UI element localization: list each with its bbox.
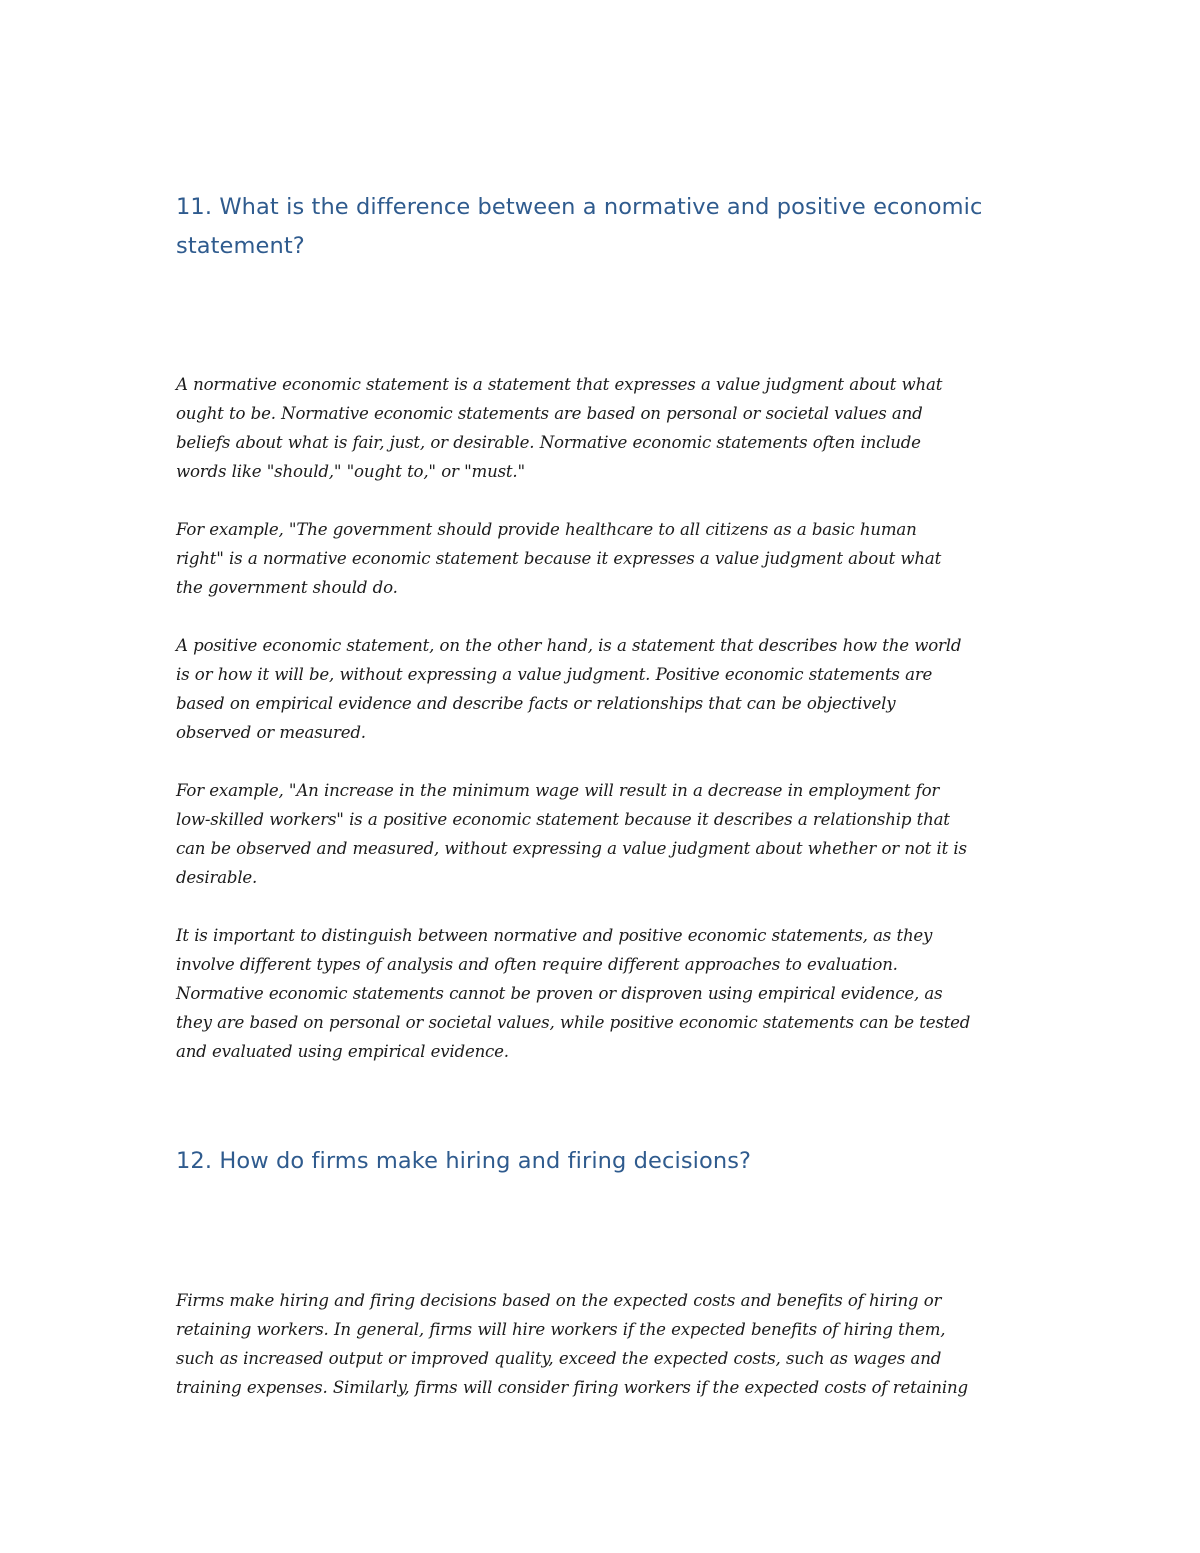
text-line: words like "should," "ought to," or "must." [176, 462, 525, 481]
text-line: such as increased output or improved quality, exceed the expected costs, such as wages and [176, 1349, 942, 1368]
text-line: It is important to distinguish between normative and positive economic statements, as they [176, 926, 933, 945]
text-line: For example, "The government should provide healthcare to all citizens as a basic human [176, 520, 917, 539]
text-line: retaining workers. In general, firms will hire workers if the expected benefits of hiring them, [176, 1320, 946, 1339]
text-line: desirable. [176, 868, 258, 887]
paragraph-importance [176, 921, 1036, 1066]
text-line: ought to be. Normative economic statements are based on personal or societal values and [176, 404, 923, 423]
text-line: Normative economic statements cannot be proven or disproven using empirical evidence, as [176, 984, 943, 1003]
text-line: beliefs about what is fair, just, or desirable. Normative economic statements often include [176, 433, 921, 452]
paragraph-positive-example [176, 776, 1036, 892]
paragraph-hiring-firing [176, 1286, 1036, 1402]
text-line: Firms make hiring and firing decisions based on the expected costs and benefits of hiring or [176, 1291, 942, 1310]
text-line: based on empirical evidence and describe facts or relationships that can be objectively [176, 694, 896, 713]
text-line: can be observed and measured, without expressing a value judgment about whether or not it is [176, 839, 967, 858]
text-line: and evaluated using empirical evidence. [176, 1042, 509, 1061]
text-line: A normative economic statement is a statement that expresses a value judgment about what [176, 375, 943, 394]
text-line: the government should do. [176, 578, 398, 597]
paragraph-normative-example [176, 515, 1036, 602]
section-11-heading [176, 188, 1036, 266]
text-line: For example, "An increase in the minimum wage will result in a decrease in employment for [176, 781, 940, 800]
paragraph-positive-definition [176, 631, 1036, 747]
text-line: is or how it will be, without expressing a value judgment. Positive economic statements are [176, 665, 933, 684]
text-line: observed or measured. [176, 723, 366, 742]
paragraph-normative-definition [176, 370, 1036, 486]
text-line: A positive economic statement, on the other hand, is a statement that describes how the world [176, 636, 962, 655]
text-line: they are based on personal or societal values, while positive economic statements can be tested [176, 1013, 971, 1032]
section-12-heading [176, 1142, 1036, 1181]
heading-line: 11. What is the difference between a normative and positive economic [176, 194, 983, 220]
text-line: involve different types of analysis and often require different approaches to evaluation. [176, 955, 898, 974]
heading-line: statement? [176, 233, 305, 259]
text-line: low-skilled workers" is a positive economic statement because it describes a relationship that [176, 810, 950, 829]
text-line: training expenses. Similarly, firms will consider firing workers if the expected costs of retaining [176, 1378, 968, 1397]
text-line: right" is a normative economic statement because it expresses a value judgment about what [176, 549, 942, 568]
heading-line: 12. How do firms make hiring and firing decisions? [176, 1148, 752, 1174]
